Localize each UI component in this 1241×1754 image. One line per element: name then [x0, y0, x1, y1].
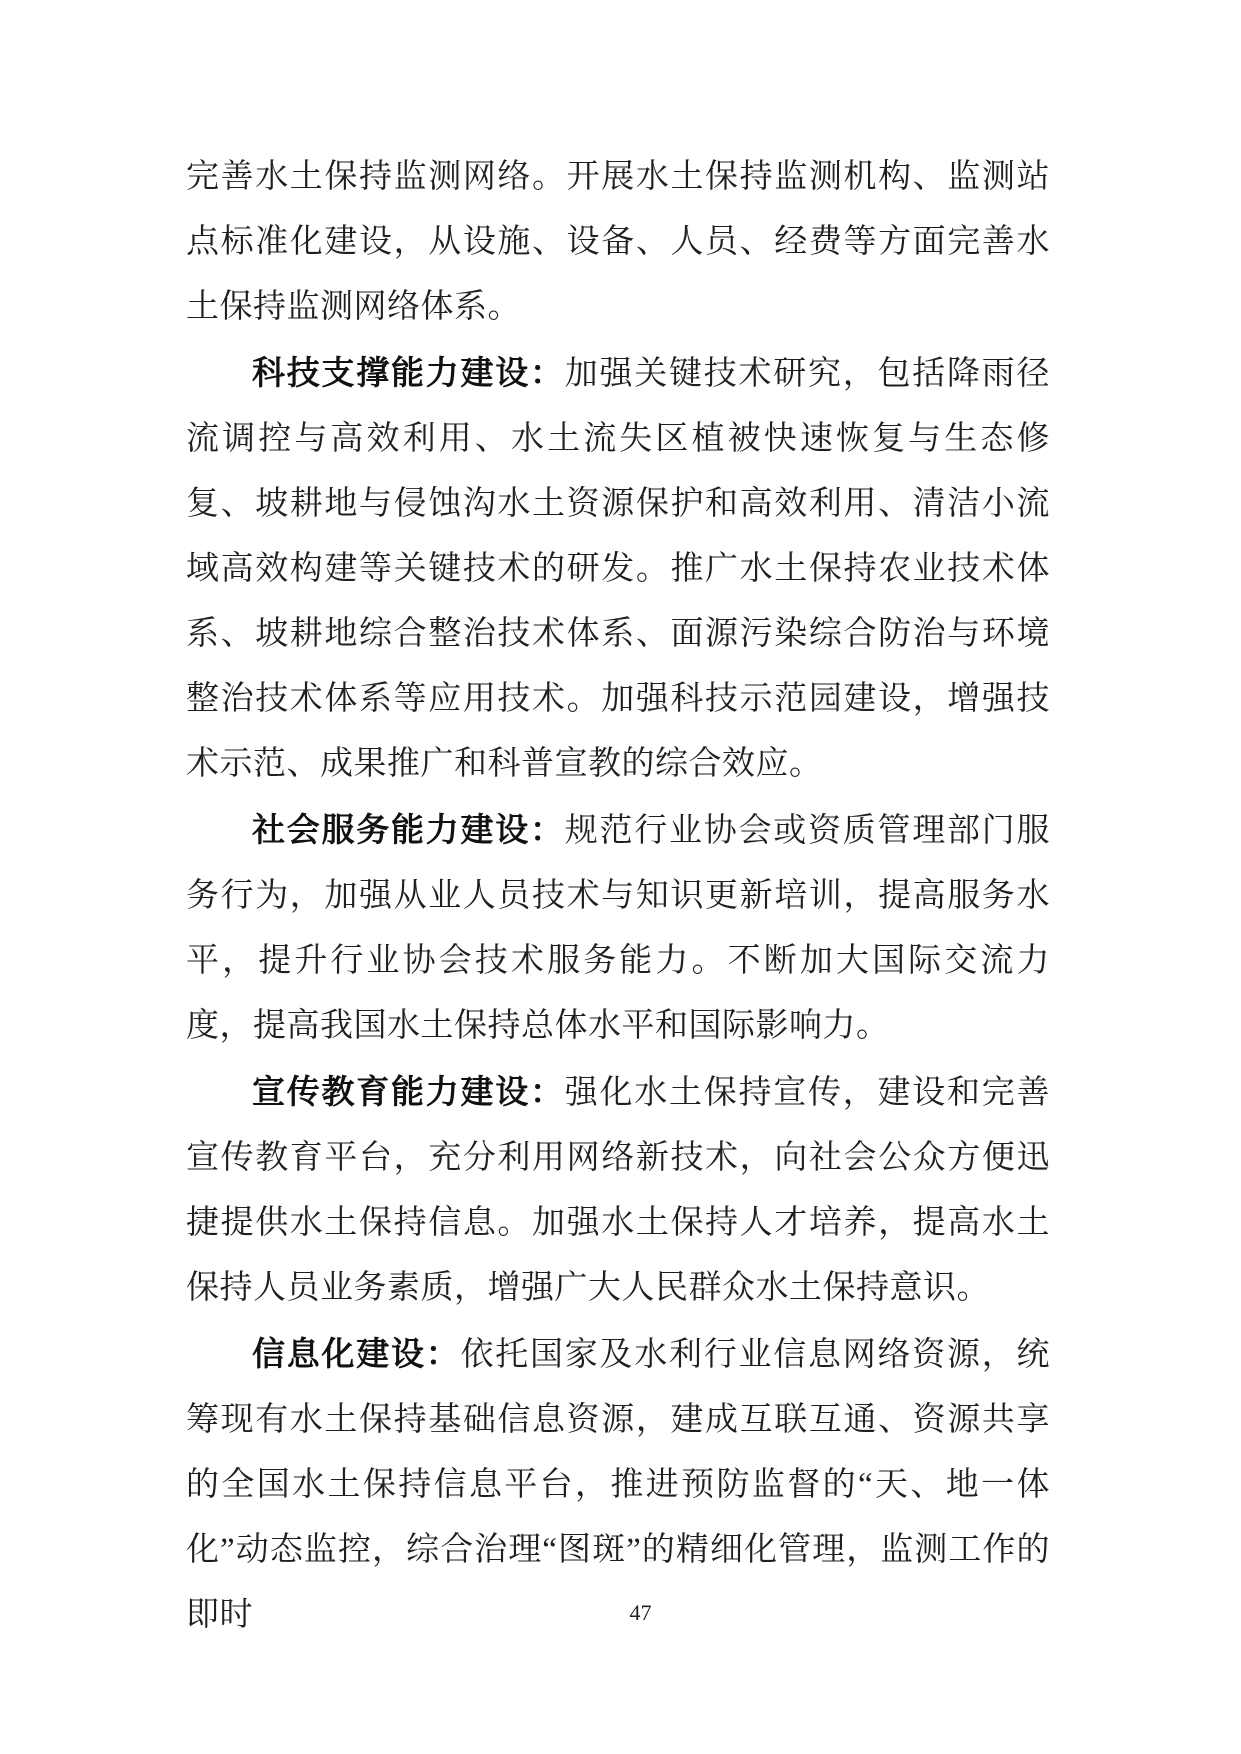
paragraph-tech-support [186, 340, 1050, 797]
paragraph-label: 信息化建设： [252, 1335, 461, 1372]
paragraph-publicity-education [186, 1059, 1050, 1321]
paragraph-continuation [186, 143, 1050, 340]
paragraph-text: 依托国家及水利行业信息网络资源，统筹现有水土保持基础信息资源，建成互联互通、资源共享的全国水土保持信息平台，推进预防监督的“天、地一体化”动态监控，综合治理“图斑”的精细化管理，监测工作的即时 [186, 1337, 1050, 1633]
page-number: 47 [629, 1600, 652, 1625]
paragraph-label: 科技支撑能力建设： [252, 354, 565, 391]
paragraph-label: 宣传教育能力建设： [252, 1073, 565, 1110]
paragraph-social-service [186, 797, 1050, 1059]
text-block [186, 143, 1050, 1648]
paragraph-text: 加强关键技术研究，包括降雨径流调控与高效利用、水土流失区植被快速恢复与生态修复、坡耕地与侵蚀沟水土资源保护和高效利用、清洁小流域高效构建等关键技术的研发。推广水土保持农业技术体系、坡耕地综合整治技术体系、面源污染综合防治与环境整治技术体系等应用技术。加强科技示范园建设，增强技术示范、成果推广和科普宣教的综合效应。 [186, 356, 1050, 782]
paragraph-text: 强化水土保持宣传，建设和完善宣传教育平台，充分利用网络新技术，向社会公众方便迅捷提供水土保持信息。加强水土保持人才培养，提高水土保持人员业务素质，增强广大人民群众水土保持意识。 [186, 1075, 1050, 1306]
paragraph-text: 完善水土保持监测网络。开展水土保持监测机构、监测站点标准化建设，从设施、设备、人员、经费等方面完善水土保持监测网络体系。 [186, 159, 1050, 325]
paragraph-label: 社会服务能力建设： [252, 811, 565, 848]
paragraph-text: 规范行业协会或资质管理部门服务行为，加强从业人员技术与知识更新培训，提高服务水平，提升行业协会技术服务能力。不断加大国际交流力度，提高我国水土保持总体水平和国际影响力。 [186, 813, 1050, 1044]
page-footer [0, 1597, 1241, 1629]
